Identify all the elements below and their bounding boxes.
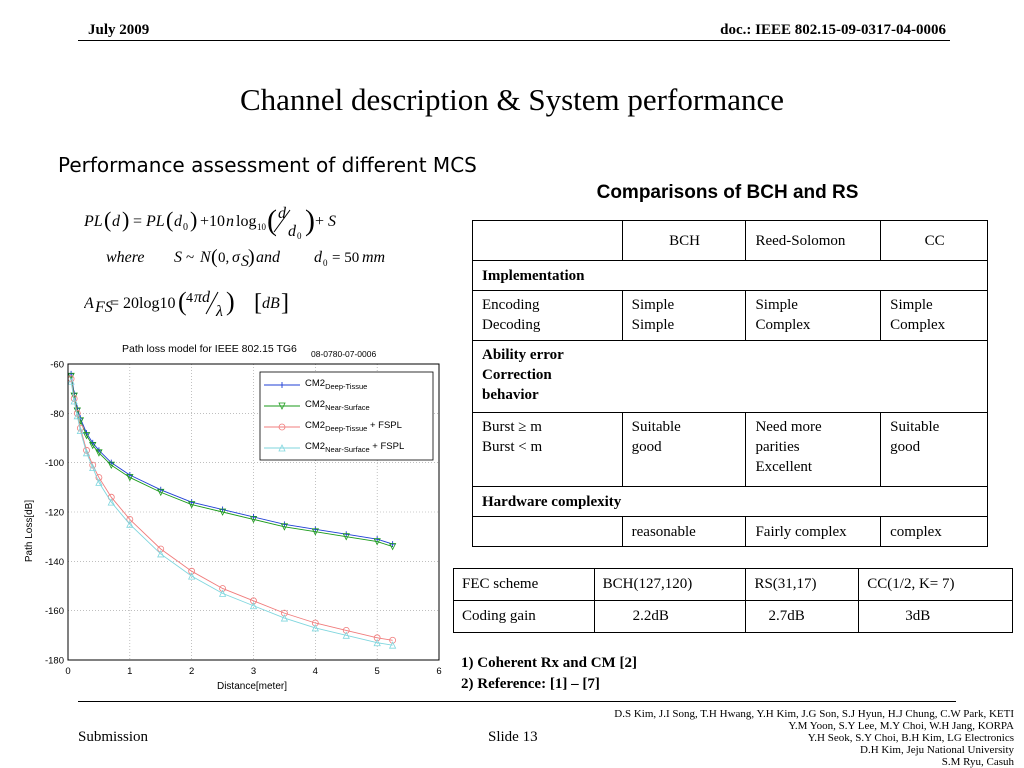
svg-text:mm: mm [362,249,386,266]
coding-cc-cell [881,291,988,341]
chart-y-label: Path Loss[dB] [24,499,35,563]
svg-text:(: ( [166,207,174,232]
svg-text:S: S [241,253,249,270]
burst-label-line: Burst < m [482,439,543,455]
svg-text:λ: λ [216,303,223,320]
section-ability-line: Ability error [482,347,564,363]
chart-y-tick-label: -160 [44,606,64,618]
footer-author-line: D.S Kim, J.I Song, T.H Hwang, Y.H Kim, J.G Son, S.J Hyun, H.J Chung, C.W Park, KETI [614,708,1014,720]
chart-x-tick-label: 3 [250,666,257,677]
svg-text:+10: +10 [200,213,226,230]
fec-table [453,568,1013,633]
chart-y-tick-label: -80 [50,408,64,420]
comparison-section-ability [473,341,988,413]
comparison-header-cc: CC [881,221,988,261]
note-reference: 2) Reference: [1] – [7] [461,676,600,692]
formula-fspl-svg [84,284,324,326]
svg-text:d: d [288,223,296,240]
burst-rs-line: Excellent [755,459,813,475]
footer-author-line: D.H Kim, Jeju National University [860,744,1014,756]
svg-text:): ) [122,207,130,232]
section-ability-line: behavior [482,387,539,403]
fec-row-scheme [454,569,1013,601]
burst-cc-cell [881,413,988,487]
burst-cc-line: Suitable [890,419,940,435]
footer-slide-number: Slide 13 [488,729,538,745]
path-loss-chart [18,335,446,697]
coding-bch-line: Simple [631,297,675,313]
formula-where [104,244,404,272]
chart-y-tick-label: -180 [44,655,64,667]
note-coherent: 1) Coherent Rx and CM [2] [461,655,637,671]
formula-where-svg [104,244,404,272]
hardware-cc-cell: complex [881,517,988,547]
chart-title: Path loss model for IEEE 802.15 TG6 [122,343,297,355]
footer-author-line: Y.H Seok, S.Y Choi, B.H Kim, LG Electronics [807,732,1014,744]
svg-text:0: 0 [323,258,328,268]
footer-rule [78,701,956,702]
burst-bch-cell [622,413,746,487]
slide-title: Channel description & System performance [239,82,785,117]
coding-label-line: Decoding [482,317,541,333]
chart-x-tick-label: 6 [436,666,442,677]
chart-legend-label: $CM2_{Deep-Tissue}$ + FSPL [305,420,402,433]
chart-x-tick-label: 5 [374,666,380,677]
chart-legend-label: $CM2_{Deep-Tissue}$ [305,378,368,391]
svg-text:= 50: = 50 [332,250,360,266]
fec-scheme-label: FEC scheme [454,569,595,601]
svg-text:=: = [133,213,143,230]
chart-y-tick-label: -60 [50,359,64,371]
fec-scheme-rs: RS(31,17) [746,569,859,601]
fec-scheme-bch: BCH(127,120) [594,569,746,601]
svg-text:10: 10 [257,222,266,232]
svg-text:dB: dB [262,295,280,312]
burst-bch-line: good [631,439,662,455]
svg-text:d: d [174,213,182,230]
burst-cc-line: good [890,439,921,455]
hardware-label-cell [473,517,623,547]
svg-text:~: ~ [186,250,195,266]
chart-legend-label: $CM2_{Near-Surface}$ + FSPL [305,441,405,454]
chart-x-tick-label: 4 [312,666,318,677]
footer-authors [614,708,1014,768]
svg-text:where: where [106,249,145,266]
header-doc-id: doc.: IEEE 802.15-09-0317-04-0006 [720,22,946,38]
svg-text:0: 0 [183,222,188,233]
chart-y-tick-label: -140 [44,556,64,568]
comparison-table [472,220,988,547]
path-loss-chart-svg [18,335,446,697]
formula-fspl [84,284,324,326]
coding-rs-line: Complex [755,317,811,333]
section-ability-label [473,341,988,413]
comparison-header-empty [473,221,623,261]
comparison-title: Comparisons of BCH and RS [596,182,859,203]
svg-text:4: 4 [186,291,193,306]
burst-rs-cell [746,413,881,487]
coding-cc-line: Simple [890,297,933,313]
svg-text:A: A [84,295,94,312]
svg-text:(: ( [267,204,277,237]
hardware-bch-cell: reasonable [622,517,746,547]
svg-text:PL: PL [146,213,165,230]
comparison-section-implementation [473,261,988,291]
formula-path-loss-svg [84,200,354,242]
coding-label-cell [473,291,623,341]
comparison-row-coding [473,291,988,341]
section-ability-line: Correction [482,367,552,383]
chart-x-label: Distance[meter] [216,681,288,692]
svg-text:(: ( [211,246,218,268]
footer-author-line: Y.M Yoon, S.Y Lee, M.Y Choi, W.H Jang, KORPA [788,720,1014,732]
fec-gain-cc: 3dB [859,601,1013,633]
svg-text:FS: FS [95,299,113,316]
svg-text:n: n [226,213,234,230]
comparison-table-wrap [472,220,988,547]
header-date: July 2009 [88,22,150,38]
svg-text:log: log [236,213,257,230]
chart-x-tick-label: 1 [127,666,133,677]
chart-legend-label: $CM2_{Near-Surface}$ [305,399,370,412]
chart-x-tick-label: 0 [65,666,71,677]
chart-legend [260,372,433,460]
svg-text:and: and [256,249,280,266]
section-hardware-label: Hardware complexity [473,487,988,517]
svg-text:S: S [328,213,336,230]
svg-text:(: ( [104,207,112,232]
header-rule [78,40,950,41]
svg-text:N: N [200,249,211,266]
comparison-row-burst [473,413,988,487]
burst-label-cell [473,413,623,487]
fec-gain-bch: 2.2dB [594,601,746,633]
fec-gain-rs: 2.7dB [746,601,859,633]
chart-x-tick-label: 2 [189,666,195,677]
svg-text:d: d [278,205,286,222]
coding-cc-line: Complex [890,317,946,333]
svg-text:= 20log10: = 20log10 [110,295,176,312]
burst-rs-line: Need more [755,419,822,435]
comparison-row-hardware [473,517,988,547]
comparison-section-hardware [473,487,988,517]
coding-bch-line: Simple [631,317,675,333]
comparison-header-row [473,221,988,261]
svg-text:S: S [174,249,182,266]
coding-label-line: Encoding [482,297,540,313]
fec-table-wrap [453,568,1013,633]
burst-rs-line: parities [755,439,800,455]
svg-text:[: [ [254,290,262,316]
svg-text:d: d [112,213,120,230]
chart-y-tick-label: -100 [44,458,64,470]
hardware-rs-cell: Fairly complex [746,517,881,547]
burst-label-line: Burst ≥ m [482,419,542,435]
svg-text:d: d [314,249,322,266]
svg-text:+: + [315,213,325,230]
svg-text:σ: σ [232,249,240,266]
coding-rs-line: Simple [755,297,798,313]
coding-bch-cell [622,291,746,341]
comparison-header-rs: Reed-Solomon [746,221,881,261]
slide-subtitle: Performance assessment of different MCS [58,153,477,177]
fec-gain-label: Coding gain [454,601,595,633]
comparison-header-bch: BCH [622,221,746,261]
chart-title-suffix: 08-0780-07-0006 [311,349,377,359]
coding-rs-cell [746,291,881,341]
footer-submission: Submission [78,729,149,745]
svg-text:PL: PL [84,213,103,230]
svg-text:0: 0 [297,231,302,241]
svg-text:]: ] [281,290,289,316]
footer-author-line: S.M Ryu, Casuh [941,756,1014,768]
burst-bch-line: Suitable [631,419,681,435]
svg-text:): ) [248,246,255,268]
chart-y-tick-label: -120 [44,507,64,519]
svg-text:(: ( [178,287,187,316]
fec-row-gain [454,601,1013,633]
svg-text:): ) [190,207,198,232]
formula-path-loss [84,200,354,242]
svg-text:πd: πd [194,289,211,306]
svg-text:): ) [226,287,235,316]
svg-text:): ) [305,204,315,237]
svg-text:0,: 0, [218,250,230,266]
section-implementation-label: Implementation [473,261,988,291]
fec-scheme-cc: CC(1/2, K= 7) [859,569,1013,601]
